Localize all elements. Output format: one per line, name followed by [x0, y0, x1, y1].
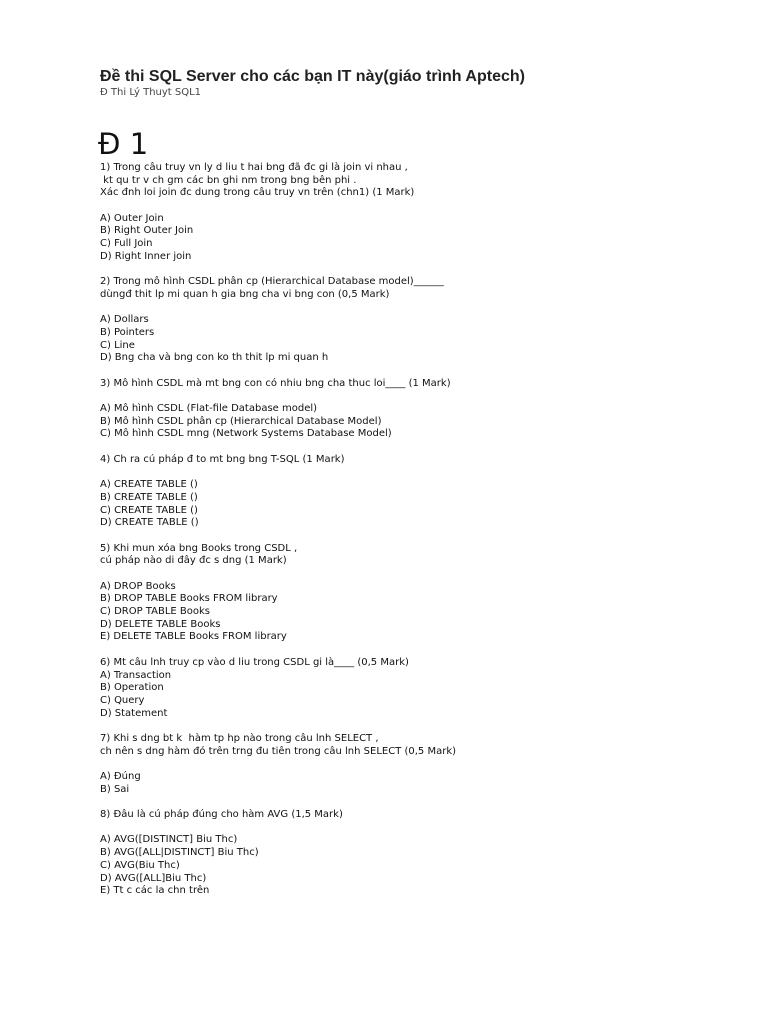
text-line: cú pháp nào di đây đc s dng (1 Mark): [100, 555, 287, 567]
page-title: Đề thi SQL Server cho các bạn IT này(giáo trình Aptech): [100, 68, 525, 85]
question-block: [100, 479, 720, 530]
question-block: [100, 834, 720, 897]
text-line: D) Statement: [100, 707, 168, 719]
block-spacer: [100, 822, 720, 835]
block-spacer: [100, 302, 720, 315]
text-line: Xác đnh loi join đc dung trong câu truy vn trên (chn1) (1 Mark): [100, 187, 415, 199]
block-spacer: [100, 467, 720, 480]
text-line: D) AVG([ALL]Biu Thc): [100, 872, 207, 884]
text-line: C) DROP TABLE Books: [100, 606, 210, 618]
question-block: [100, 581, 720, 644]
text-line: A) Mô hình CSDL (Flat-file Database model): [100, 403, 318, 415]
text-line: B) DROP TABLE Books FROM library: [100, 593, 278, 605]
text-line: A) DROP Books: [100, 580, 176, 592]
block-spacer: [100, 365, 720, 378]
text-line: B) Sai: [100, 783, 130, 795]
question-block: [100, 403, 720, 441]
text-line: D) DELETE TABLE Books: [100, 618, 221, 630]
question-block: [100, 213, 720, 264]
text-line: B) Mô hình CSDL phân cp (Hierarchical Database Model): [100, 415, 382, 427]
text-line: C) AVG(Biu Thc): [100, 859, 180, 871]
text-line: dùngđ thit lp mi quan h gia bng cha vi bng con (0,5 Mark): [100, 288, 390, 300]
block-spacer: [100, 264, 720, 277]
text-line: kt qu tr v ch gm các bn ghi nm trong bng bên phi .: [100, 174, 357, 186]
text-line: C) CREATE TABLE (): [100, 504, 198, 516]
text-line: C) Query: [100, 694, 145, 706]
text-line: A) Transaction: [100, 669, 172, 681]
text-line: B) Right Outer Join: [100, 225, 194, 237]
block-spacer: [100, 796, 720, 809]
text-line: C) Full Join: [100, 238, 153, 250]
text-line: A) Đúng: [100, 771, 141, 782]
question-block: [100, 733, 720, 758]
question-block: [100, 162, 720, 200]
text-line: 1) Trong câu truy vn ly d liu t hai bng đã đc gi là join vi nhau ,: [100, 162, 408, 173]
question-block: [100, 771, 720, 796]
exam-body: [100, 162, 720, 898]
text-line: D) Bng cha và bng con ko th thit lp mi quan h: [100, 352, 329, 364]
block-spacer: [100, 200, 720, 213]
block-spacer: [100, 644, 720, 657]
text-line: B) CREATE TABLE (): [100, 491, 198, 503]
text-line: ch nên s dng hàm đó trên trng đu tiên trong câu lnh SELECT (0,5 Mark): [100, 745, 457, 757]
block-spacer: [100, 758, 720, 771]
text-line: C) Mô hình CSDL mng (Network Systems Database Model): [100, 428, 392, 440]
question-block: [100, 809, 720, 822]
text-line: B) Operation: [100, 682, 164, 694]
question-block: [100, 543, 720, 568]
exam-heading: Đ 1: [98, 127, 149, 161]
text-line: 5) Khi mun xóa bng Books trong CSDL ,: [100, 542, 298, 554]
page-subtitle: Đ Thi Lý Thuyt SQL1: [100, 87, 202, 98]
text-line: A) AVG([DISTINCT] Biu Thc): [100, 834, 238, 846]
text-line: C) Line: [100, 339, 135, 351]
text-line: 8) Đâu là cú pháp đúng cho hàm AVG (1,5 Mark): [100, 809, 343, 821]
text-line: A) Outer Join: [100, 212, 164, 224]
question-block: [100, 454, 720, 467]
text-line: E) DELETE TABLE Books FROM library: [100, 631, 287, 643]
text-line: A) Dollars: [100, 314, 149, 326]
text-line: D) Right Inner join: [100, 250, 192, 262]
question-block: [100, 657, 720, 720]
block-spacer: [100, 530, 720, 543]
text-line: 3) Mô hình CSDL mà mt bng con có nhiu bng cha thuc loi____ (1 Mark): [100, 377, 451, 389]
question-block: [100, 276, 720, 301]
text-line: D) CREATE TABLE (): [100, 517, 199, 529]
question-block: [100, 378, 720, 391]
block-spacer: [100, 390, 720, 403]
question-block: [100, 314, 720, 365]
text-line: E) Tt c các la chn trên: [100, 885, 210, 897]
text-line: 4) Ch ra cú pháp đ to mt bng bng T-SQL (1 Mark): [100, 453, 345, 465]
text-line: 2) Trong mô hình CSDL phân cp (Hierarchical Database model)______: [100, 276, 444, 288]
text-line: B) Pointers: [100, 326, 155, 338]
text-line: 7) Khi s dng bt k hàm tp hp nào trong câu lnh SELECT ,: [100, 732, 379, 744]
block-spacer: [100, 441, 720, 454]
text-line: 6) Mt câu lnh truy cp vào d liu trong CSDL gi là____ (0,5 Mark): [100, 656, 409, 668]
text-line: B) AVG([ALL|DISTINCT] Biu Thc): [100, 847, 259, 859]
block-spacer: [100, 568, 720, 581]
text-line: A) CREATE TABLE (): [100, 479, 198, 491]
block-spacer: [100, 720, 720, 733]
